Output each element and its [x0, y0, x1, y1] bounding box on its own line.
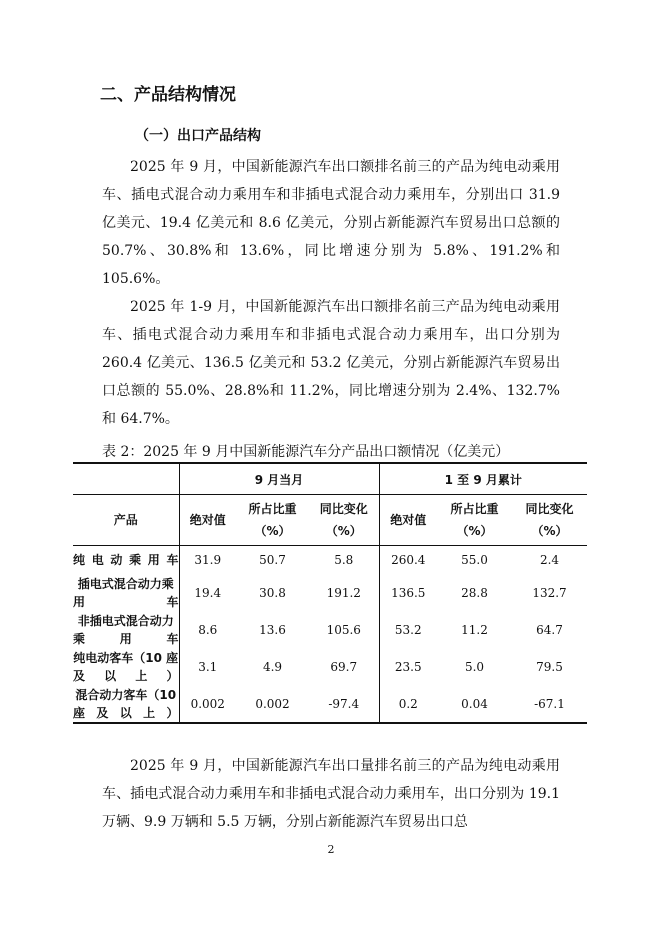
table-column-header-row [73, 495, 587, 546]
row-yoy-month: 5.8 [309, 546, 379, 575]
group-header-cumulative: 1 至 9 月累计 [379, 463, 587, 495]
subsection-title: （一）出口产品结构 [135, 128, 261, 144]
row-share-cumulative: 28.8 [461, 585, 488, 600]
col-header-yoy-month: 同比变化（%） [309, 495, 379, 546]
paragraph-2: 2025 年 1-9 月，中国新能源汽车出口额排名前三产品为纯电动乘用车、插电式混合动力乘用车和非插电式混合动力乘用车，出口分别为 260.4 亿美元、136.5 亿美元和 53.2 亿美元，分别占新能源汽车贸易出口总额的 55.0%、28.8%和 11.2%，同比增速分别为 2.4%、132.7%和 64.7%。 [102, 299, 560, 427]
row-share-cumulative: 0.04 [437, 685, 512, 723]
row-yoy-cumulative: -67.1 [512, 685, 587, 723]
section-title: 二、产品结构情况 [100, 85, 236, 105]
table-row [73, 546, 587, 575]
table-group-header-row [73, 463, 587, 495]
col-header-abs-month: 绝对值 [179, 495, 236, 546]
page-number: 2 [327, 843, 335, 856]
row-share-cumulative: 5.0 [464, 659, 485, 674]
row-yoy-cumulative: 64.7 [536, 622, 563, 637]
row-share-cumulative: 11.2 [461, 622, 488, 637]
col-header-abs-cumulative: 绝对值 [379, 495, 437, 546]
row-product: 纯电动乘用车 [73, 546, 179, 575]
row-abs-cumulative: 0.2 [379, 685, 437, 723]
row-abs-cumulative: 260.4 [391, 553, 426, 567]
table-row [73, 648, 587, 685]
col-header-share-cumulative: 所占比重（%） [437, 495, 512, 546]
row-share-month: 13.6 [259, 622, 286, 637]
row-abs-cumulative: 136.5 [391, 585, 426, 600]
paragraph-1: 2025 年 9 月，中国新能源汽车出口额排名前三的产品为纯电动乘用车、插电式混合动力乘用车和非插电式混合动力乘用车，分别出口 31.9 亿美元、19.4 亿美元和 8.6 亿美元，分别占新能源汽车贸易出口总额的 50.7%、30.8%和 13.6%，同比增速分别为 5.8%、191.2%和 105.6%。 [102, 159, 560, 287]
row-abs-month: 3.1 [198, 659, 218, 674]
row-yoy-month: 105.6 [309, 611, 379, 648]
row-product: 非插电式混合动力乘用车 [73, 611, 179, 648]
row-abs-month: 8.6 [198, 622, 218, 637]
row-share-cumulative: 55.0 [461, 553, 488, 567]
table-caption: 表 2：2025 年 9 月中国新能源汽车分产品出口额情况（亿美元） [102, 444, 510, 460]
paragraph-3: 2025 年 9 月，中国新能源汽车出口量排名前三的产品为纯电动乘用车、插电式混合动力乘用车和非插电式混合动力乘用车，出口分别为 19.1 万辆、9.9 万辆和 5.5 万辆，分别占新能源汽车贸易出口总 [102, 758, 560, 830]
row-yoy-cumulative: 132.7 [532, 585, 567, 600]
col-header-product: 产品 [73, 495, 179, 546]
row-share-month: 4.9 [262, 659, 283, 674]
row-yoy-cumulative: 79.5 [536, 659, 563, 674]
row-abs-month: 19.4 [194, 585, 222, 600]
group-header-month: 9 月当月 [179, 463, 379, 495]
row-product: 混合动力客车（10 座及以上） [73, 685, 179, 723]
row-product: 纯电动客车（10 座及以上） [73, 648, 179, 685]
table-row [73, 574, 587, 611]
row-share-month: 0.002 [236, 685, 309, 723]
row-yoy-month: 191.2 [309, 574, 379, 611]
export-table [73, 462, 587, 724]
row-yoy-cumulative: 2.4 [539, 553, 560, 567]
col-header-yoy-cumulative: 同比变化（%） [512, 495, 587, 546]
row-abs-cumulative: 23.5 [394, 659, 422, 674]
row-yoy-month: -97.4 [309, 685, 379, 723]
table-row [73, 685, 587, 723]
row-abs-month: 31.9 [194, 553, 222, 567]
table-row [73, 611, 587, 648]
row-share-month: 30.8 [259, 585, 286, 600]
row-abs-month: 0.002 [179, 685, 236, 723]
row-share-month: 50.7 [259, 553, 286, 567]
col-header-share-month: 所占比重（%） [236, 495, 309, 546]
row-product: 插电式混合动力乘用车 [73, 574, 179, 611]
group-header-empty [73, 463, 179, 495]
row-abs-cumulative: 53.2 [394, 622, 422, 637]
row-yoy-month: 69.7 [309, 648, 379, 685]
